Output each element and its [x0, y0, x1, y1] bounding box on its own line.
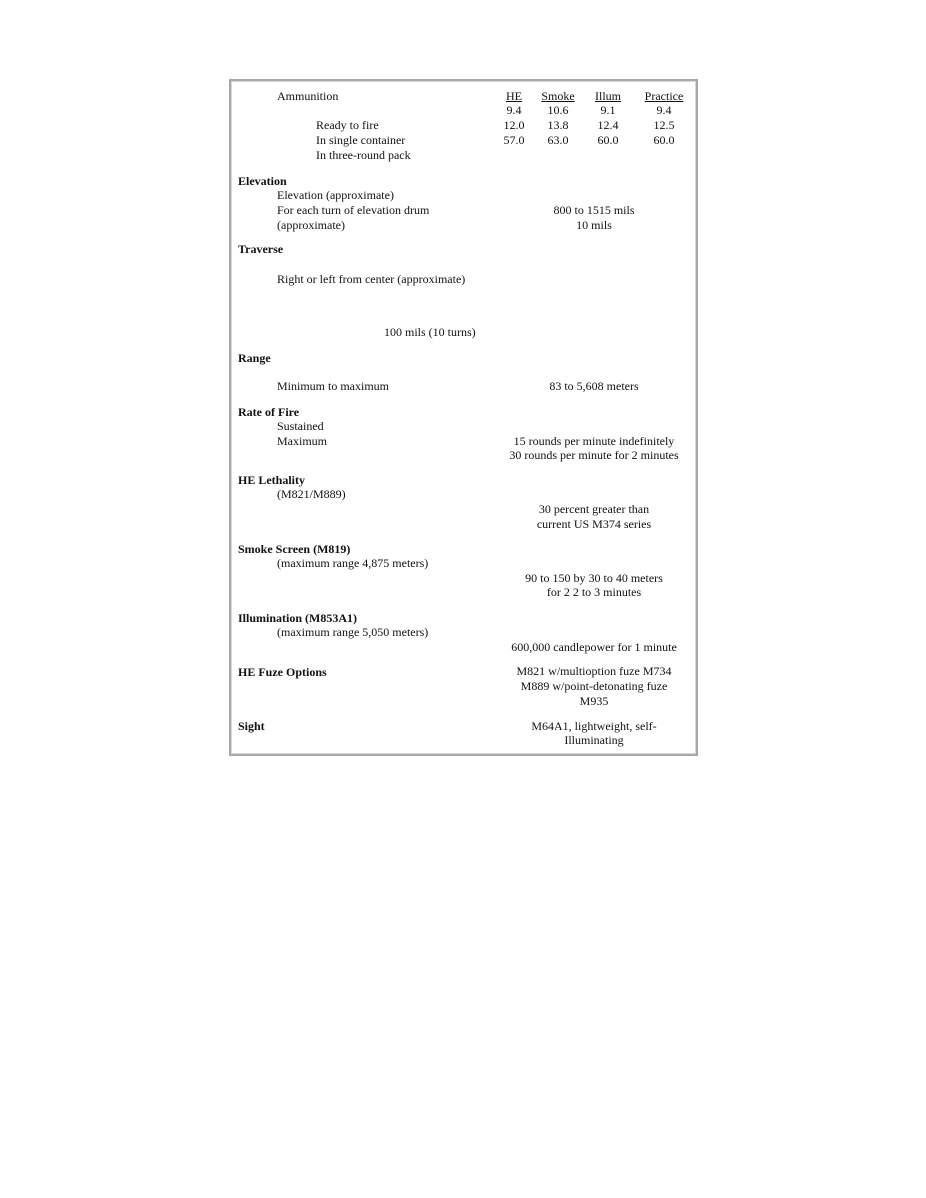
header-he: HE: [506, 89, 522, 103]
ammunition-label: Ammunition: [277, 89, 339, 103]
he-lethality-line-1: (M821/M889): [277, 487, 346, 501]
cell-smoke-2: 13.8: [547, 118, 569, 132]
cell-he-1: 9.4: [506, 103, 522, 117]
cell-practice-1: 9.4: [656, 103, 672, 117]
smoke-screen-heading: Smoke Screen (M819): [238, 542, 351, 556]
smoke-screen-value-1: 90 to 150 by 30 to 40 meters: [525, 571, 663, 585]
cell-he-3: 57.0: [503, 133, 525, 147]
cell-smoke-3: 63.0: [547, 133, 569, 147]
he-fuze-value-1: M821 w/multioption fuze M734: [516, 664, 672, 678]
row-label-three-round-pack: In three-round pack: [316, 148, 411, 162]
elevation-value-1: 800 to 1515 mils: [553, 203, 635, 217]
range-heading: Range: [238, 351, 271, 365]
sight-value-1: M64A1, lightweight, self-: [531, 719, 657, 733]
cell-practice-3: 60.0: [653, 133, 675, 147]
elevation-heading: Elevation: [238, 174, 287, 188]
rate-of-fire-value-1: 15 rounds per minute indefinitely: [513, 434, 675, 448]
rate-of-fire-value-2: 30 rounds per minute for 2 minutes: [509, 448, 679, 462]
he-fuze-heading: HE Fuze Options: [238, 665, 327, 679]
cell-practice-2: 12.5: [653, 118, 675, 132]
cell-illum-2: 12.4: [597, 118, 619, 132]
range-value: 83 to 5,608 meters: [549, 379, 639, 393]
rate-of-fire-heading: Rate of Fire: [238, 405, 300, 419]
elevation-line-1: Elevation (approximate): [277, 188, 394, 202]
range-line-1: Minimum to maximum: [277, 379, 390, 393]
sight-heading: Sight: [238, 719, 265, 733]
cell-illum-3: 60.0: [597, 133, 619, 147]
cell-smoke-1: 10.6: [547, 103, 569, 117]
elevation-value-2: 10 mils: [576, 218, 612, 232]
rate-of-fire-line-2: Maximum: [277, 434, 327, 448]
header-smoke: Smoke: [541, 89, 575, 103]
spec-table-frame: [229, 79, 698, 756]
sight-value-2: Illuminating: [564, 733, 624, 747]
elevation-line-2: For each turn of elevation drum: [277, 203, 430, 217]
he-fuze-value-2: M889 w/point-detonating fuze: [520, 679, 668, 693]
header-illum: Illum: [595, 89, 621, 103]
illumination-line-1: (maximum range 5,050 meters): [277, 625, 429, 639]
rate-of-fire-line-1: Sustained: [277, 419, 324, 433]
he-fuze-value-3: M935: [579, 694, 609, 708]
header-practice: Practice: [644, 89, 684, 103]
he-lethality-value-2: current US M374 series: [536, 517, 652, 531]
smoke-screen-line-1: (maximum range 4,875 meters): [277, 556, 429, 570]
traverse-value: 100 mils (10 turns): [384, 325, 476, 339]
cell-he-2: 12.0: [503, 118, 525, 132]
illumination-value: 600,000 candlepower for 1 minute: [511, 640, 677, 654]
row-label-ready: Ready to fire: [316, 118, 379, 132]
traverse-line-1: Right or left from center (approximate): [277, 272, 466, 286]
row-label-single-container: In single container: [316, 133, 406, 147]
traverse-heading: Traverse: [238, 242, 284, 256]
he-lethality-value-1: 30 percent greater than: [538, 502, 650, 516]
smoke-screen-value-2: for 2 2 to 3 minutes: [546, 585, 642, 599]
cell-illum-1: 9.1: [600, 103, 616, 117]
elevation-line-3: (approximate): [277, 218, 345, 232]
he-lethality-heading: HE Lethality: [238, 473, 306, 487]
illumination-heading: Illumination (M853A1): [238, 611, 358, 625]
